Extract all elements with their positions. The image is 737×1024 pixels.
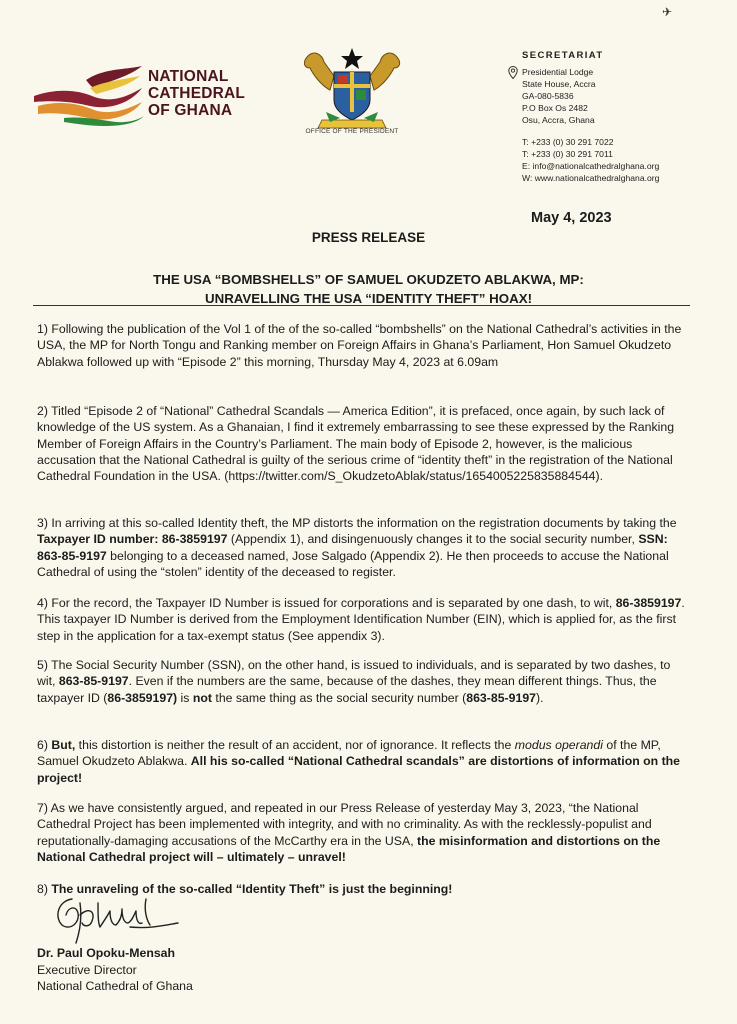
headline-line-2: UNRAVELLING THE USA “IDENTITY THEFT” HOAX! <box>204 291 532 306</box>
contacts <box>522 136 710 184</box>
location-pin-icon <box>508 66 518 79</box>
ssn: 863-85-9197 <box>466 690 536 705</box>
text: 6) <box>37 738 52 752</box>
paragraph-7 <box>37 800 692 865</box>
paragraph-6 <box>37 737 692 786</box>
headline <box>0 270 737 308</box>
national-cathedral-logo <box>34 66 244 126</box>
text: this distortion is neither the result of an accident, nor of ignorance. It reflects the <box>75 738 515 752</box>
text: 8) <box>37 882 52 896</box>
text: . This taxpayer ID Number is derived from the Employment Identification Number (EIN), which is applied for, as the first step in the application for a tax-exempt status (See appendix 3). <box>37 596 685 643</box>
corner-mark: ✈ <box>662 5 673 19</box>
headline-line-1: THE USA “BOMBSHELLS” OF SAMUEL OKUDZETO ABLAKWA, MP: <box>153 272 584 287</box>
text: . Even if the numbers are the same, because of the dashes, they mean different things. Thus, the taxpayer ID ( <box>37 674 657 705</box>
cathedral-waves-icon <box>34 66 146 126</box>
divider <box>33 305 690 306</box>
text: the same thing as the social security number ( <box>211 690 467 705</box>
signatory-org: National Cathedral of Ghana <box>37 979 193 993</box>
address <box>522 66 710 126</box>
address-line: P.O Box Os 2482 <box>522 103 588 113</box>
taxpayer-id: Taxpayer ID number: 86-3859197 <box>37 532 228 547</box>
release-date: May 4, 2023 <box>531 210 612 226</box>
coat-of-arms-icon <box>300 46 404 136</box>
phone-2: T: +233 (0) 30 291 7011 <box>522 149 613 159</box>
emphasis: The unraveling of the so-called “Identity Theft” is just the beginning! <box>51 882 453 896</box>
address-line: Presidential Lodge <box>522 67 594 77</box>
text: belonging to a deceased named, Jose Salgado (Appendix 2). He then proceeds to accuse the National Cathedral of using the “stolen” identity of the deceased to register. <box>37 548 669 579</box>
address-line: State House, Accra <box>522 79 596 89</box>
text: of the MP, Samuel Okudzeto Ablakwa. <box>37 738 661 769</box>
signatory-title: Executive Director <box>37 962 137 977</box>
coat-of-arms-caption: OFFICE OF THE PRESIDENT <box>305 128 399 135</box>
paragraph-4 <box>37 595 692 644</box>
text: 3) In arriving at this so-called Identity theft, the MP distorts the information on the registration documents by taking the <box>37 516 677 530</box>
signatory-name: Dr. Paul Opoku-Mensah <box>37 946 176 960</box>
logo-line-1: NATIONAL <box>148 68 229 85</box>
secretariat-block <box>510 50 710 184</box>
paragraph-2: 2) Titled “Episode 2 of “National” Cathedral Scandals — America Edition”, it is prefaced, once again, by such lack of knowledge of the US system. As a Ghanaian, I find it extremely embarrassing to see these expressed by the Ranking Member of Foreign Affairs in the Country’s Parliament. The main body of Episode 2, however, is the malicious accusation that the National Cathedral is guilty of the serious crime of “identity theft” in the registration of the National Cathedral Foundation in the USA. (https://twitter.com/S_OkudzetoAblak/status/1654005225835884544). <box>37 404 675 484</box>
italic-phrase: modus operandi <box>514 738 603 752</box>
website: W: www.nationalcathedralghana.org <box>522 173 660 183</box>
address-line: Osu, Accra, Ghana <box>522 115 595 125</box>
paragraph-5 <box>37 657 692 706</box>
ssn: 863-85-9197 <box>58 674 129 689</box>
logo-line-2: CATHEDRAL <box>148 85 246 102</box>
text: ). <box>536 690 544 705</box>
signature-icon <box>50 893 180 945</box>
ssn: SSN: 863-85-9197 <box>37 532 668 563</box>
paragraph-3 <box>37 515 692 580</box>
address-line: GA-080-5836 <box>522 91 574 101</box>
emphasis: All his so-called “National Cathedral scandals” are distortions of information on the project! <box>37 754 681 785</box>
logo-line-3: OF GHANA <box>148 102 233 119</box>
emphasis: the misinformation and distortions on the National Cathedral project will – ultimately – unravel! <box>37 833 661 864</box>
emphasis: not <box>192 690 212 705</box>
secretariat-title: SECRETARIAT <box>522 50 604 61</box>
taxpayer-id: 86-3859197 <box>615 596 682 610</box>
press-release-label: PRESS RELEASE <box>311 230 426 245</box>
emphasis: But, <box>51 738 76 752</box>
paragraph-1: 1) Following the publication of the Vol 1 of the of the so-called “bombshells” on the National Cathedral’s activities in the USA, the MP for North Tongu and Ranking member on Foreign Affairs in Ghana’s Parliament, Hon Samuel Okudzeto Ablakwa followed up with “Episode 2” this morning, Thursday May 4, 2023 at 6.09am <box>37 322 682 369</box>
text: 5) The Social Security Number (SSN), on the other hand, is issued to individuals, and is separated by two dashes, to wit, <box>37 658 671 689</box>
text: is <box>177 690 193 705</box>
signatory <box>37 945 193 995</box>
email: E: info@nationalcathedralghana.org <box>522 161 660 171</box>
taxpayer-id: 86-3859197) <box>107 690 178 705</box>
text: (Appendix 1), and disingenuously changes it to the social security number, <box>227 532 639 547</box>
phone-1: T: +233 (0) 30 291 7022 <box>522 137 614 147</box>
text: 4) For the record, the Taxpayer ID Number is issued for corporations and is separated by one dash, to wit, <box>37 596 616 610</box>
text: 7) As we have consistently argued, and repeated in our Press Release of yesterday May 3, 2023, “the National Cathedral Project has been implemented with integrity, and with no criminality. As with the recklessly-populist and reputationally-damaging accusations of the McCarthy era in the USA, <box>37 801 652 848</box>
